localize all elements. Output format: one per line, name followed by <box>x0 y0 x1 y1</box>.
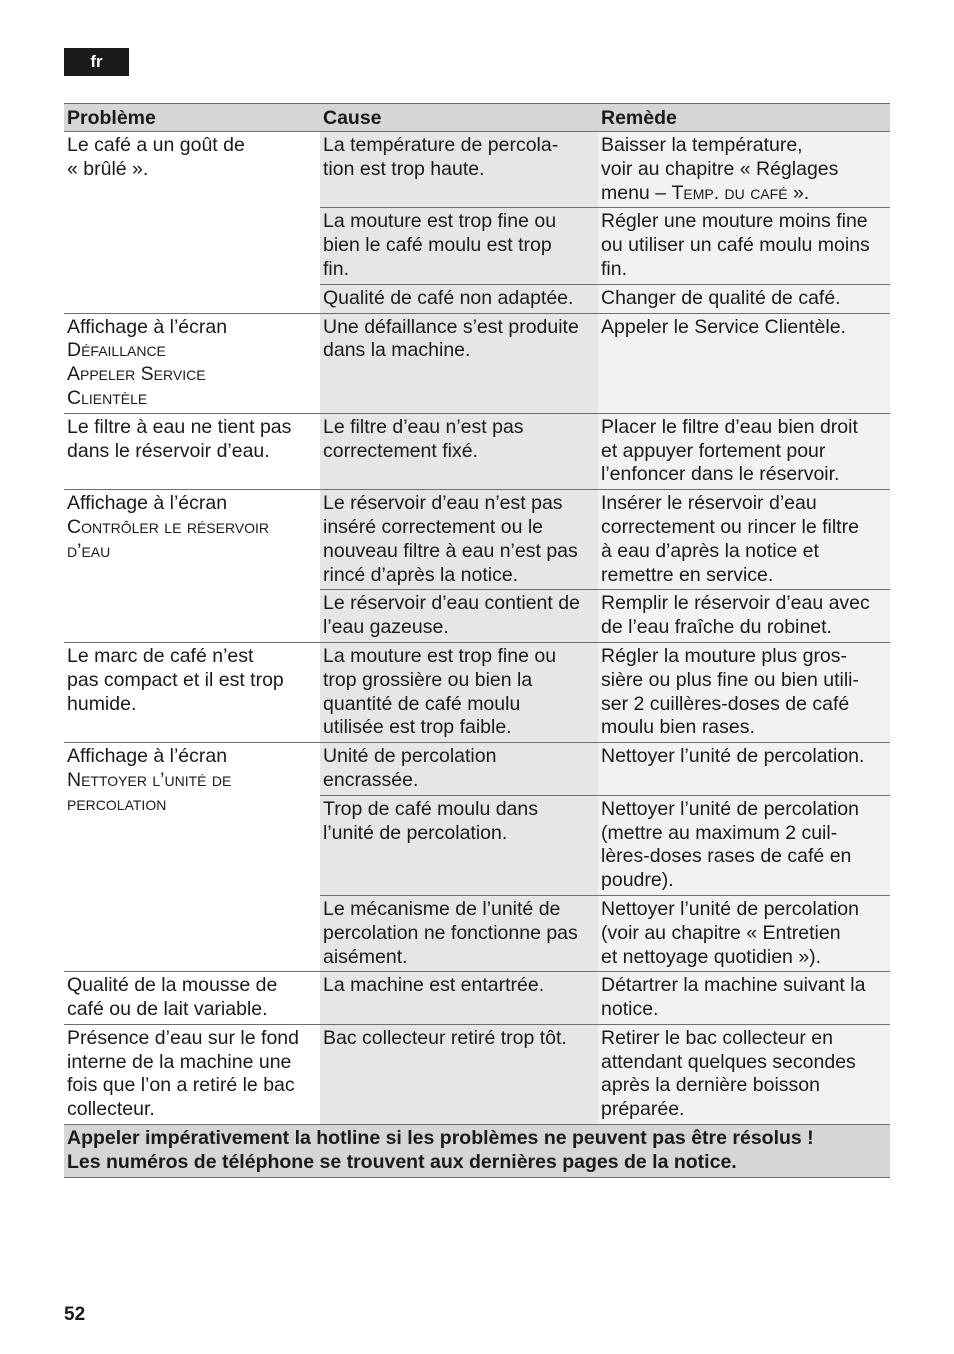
remedy-cell <box>598 895 890 971</box>
cause-line: utilisée est trop faible. <box>323 716 512 739</box>
cause-cell <box>320 1024 598 1124</box>
remedy-line: fin. <box>601 257 628 280</box>
cause-line: aisément. <box>323 945 408 968</box>
display-message: d’eau <box>67 539 111 562</box>
remedy-cell <box>598 743 890 796</box>
cause-line: fin. <box>323 257 350 280</box>
remedy-line: (mettre au maximum 2 cuil- <box>601 821 838 844</box>
remedy-cell <box>598 313 890 413</box>
cause-line: Unité de percolation <box>323 745 497 768</box>
remedy-line: attendant quelques secondes <box>601 1050 856 1073</box>
remedy-menu-prefix: menu – <box>601 181 672 204</box>
problem-line: Présence d’eau sur le fond <box>67 1026 299 1049</box>
problem-cell <box>64 132 320 314</box>
problem-line: Le café a un goût de <box>67 134 245 156</box>
remedy-cell <box>598 208 890 284</box>
cause-line: Bac collecteur retiré trop tôt. <box>323 1026 567 1049</box>
cause-cell <box>320 795 598 895</box>
remedy-line: Régler une mouture moins fine <box>601 210 868 233</box>
remedy-line: Retirer le bac collecteur en <box>601 1026 833 1049</box>
display-message: percolation <box>67 792 167 815</box>
remedy-line: préparée. <box>601 1098 685 1121</box>
display-message: Nettoyer l’unité de <box>67 768 232 791</box>
problem-cell <box>64 490 320 643</box>
cause-cell <box>320 642 598 742</box>
cause-cell <box>320 490 598 590</box>
problem-cell <box>64 313 320 413</box>
table-body <box>64 132 890 1178</box>
table-row <box>64 642 890 742</box>
remedy-line: Remplir le réservoir d’eau avec <box>601 592 870 615</box>
remedy-line: poudre). <box>601 869 674 892</box>
problem-line: Le filtre à eau ne tient pas <box>67 415 292 438</box>
cause-cell <box>320 413 598 489</box>
remedy-line: après la dernière boisson <box>601 1074 820 1097</box>
cause-line: rincé d’après la notice. <box>323 563 519 586</box>
cause-line: Qualité de café non adaptée. <box>323 286 574 309</box>
remedy-line: correctement ou rincer le filtre <box>601 515 859 538</box>
problem-line: fois que l’on a retiré le bac <box>67 1074 295 1097</box>
problem-line: dans le réservoir d’eau. <box>67 439 270 462</box>
table-row <box>64 1024 890 1124</box>
remedy-line: l’enfoncer dans le réservoir. <box>601 463 840 486</box>
cause-line: Le mécanisme de l’unité de <box>323 897 561 920</box>
header-row <box>64 104 890 132</box>
cause-cell <box>320 590 598 643</box>
problem-line: Affichage à l’écran <box>67 745 228 768</box>
problem-line: Le marc de café n’est <box>67 644 254 667</box>
table-row <box>64 132 890 208</box>
remedy-line: ser 2 cuillères-doses de café <box>601 692 850 715</box>
cause-line: l’unité de percolation. <box>323 821 508 844</box>
table-row <box>64 972 890 1025</box>
display-message: Appeler Service <box>67 363 206 386</box>
header-remedy: Remède <box>598 104 890 132</box>
cause-cell <box>320 972 598 1025</box>
remedy-line: Baisser la température, <box>601 134 803 156</box>
cause-line: La température de percola- <box>323 134 559 156</box>
problem-line: « brûlé ». <box>67 157 149 180</box>
cause-line: quantité de café moulu <box>323 692 521 715</box>
remedy-line: de l’eau fraîche du robinet. <box>601 616 832 639</box>
troubleshooting-table <box>64 103 890 1178</box>
cause-cell <box>320 284 598 313</box>
cause-line: La mouture est trop fine ou <box>323 644 557 667</box>
remedy-line: remettre en service. <box>601 563 774 586</box>
cause-cell <box>320 895 598 971</box>
remedy-line: Nettoyer l’unité de percolation <box>601 897 859 920</box>
cause-line: nouveau filtre à eau n’est pas <box>323 539 578 562</box>
remedy-line: Régler la mouture plus gros- <box>601 644 848 667</box>
cause-line: Une défaillance s’est produite <box>323 315 579 338</box>
remedy-line: sière ou plus fine ou bien utili- <box>601 668 859 691</box>
remedy-line: ou utiliser un café moulu moins <box>601 234 870 257</box>
remedy-line: (voir au chapitre « Entretien <box>601 921 841 944</box>
remedy-line: et appuyer fortement pour <box>601 439 826 462</box>
display-message: Contrôler le réservoir <box>67 515 270 538</box>
problem-cell <box>64 743 320 972</box>
remedy-cell <box>598 490 890 590</box>
cause-line: Le filtre d’eau n’est pas <box>323 415 524 438</box>
hotline-note <box>64 1125 890 1178</box>
remedy-menu-suffix: ». <box>787 181 810 204</box>
remedy-line: à eau d’après la notice et <box>601 539 819 562</box>
hotline-note-line: Appeler impérativement la hotline si les problèmes ne peuvent pas être résolus ! <box>67 1127 814 1150</box>
remedy-line: lères-doses rases de café en <box>601 845 852 868</box>
remedy-line: notice. <box>601 998 659 1021</box>
header-problem: Problème <box>64 104 320 132</box>
problem-line: Qualité de la mousse de <box>67 974 278 997</box>
remedy-line: Appeler le Service Clientèle. <box>601 315 846 338</box>
table-row <box>64 743 890 796</box>
cause-line: La mouture est trop fine ou <box>323 210 557 233</box>
problem-line: pas compact et il est trop <box>67 668 284 691</box>
remedy-cell <box>598 284 890 313</box>
remedy-cell <box>598 795 890 895</box>
table-row <box>64 490 890 590</box>
remedy-line: moulu bien rases. <box>601 716 755 739</box>
problem-line: collecteur. <box>67 1098 155 1121</box>
footer-row <box>64 1125 890 1178</box>
remedy-line: Insérer le réservoir d’eau <box>601 492 817 515</box>
cause-line: La machine est entartrée. <box>323 974 545 997</box>
remedy-cell <box>598 413 890 489</box>
remedy-cell <box>598 132 890 208</box>
cause-line: correctement fixé. <box>323 439 478 462</box>
cause-cell <box>320 313 598 413</box>
cause-line: dans la machine. <box>323 339 471 362</box>
cause-line: percolation ne fonctionne pas <box>323 921 578 944</box>
table-header <box>64 104 890 132</box>
remedy-cell <box>598 642 890 742</box>
cause-line: l’eau gazeuse. <box>323 616 449 639</box>
remedy-cell <box>598 972 890 1025</box>
problem-line: Affichage à l’écran <box>67 492 228 515</box>
problem-line: café ou de lait variable. <box>67 998 268 1021</box>
cause-line: tion est trop haute. <box>323 157 485 180</box>
remedy-line: Placer le filtre d’eau bien droit <box>601 415 858 438</box>
problem-line: Affichage à l’écran <box>67 315 228 338</box>
cause-line: bien le café moulu est trop <box>323 234 552 257</box>
cause-line: encrassée. <box>323 768 419 791</box>
display-message: Clientèle <box>67 386 148 409</box>
remedy-line: voir au chapitre « Réglages <box>601 157 839 180</box>
problem-cell <box>64 972 320 1025</box>
cause-cell <box>320 208 598 284</box>
display-message: Défaillance <box>67 339 166 362</box>
cause-cell <box>320 743 598 796</box>
header-cause: Cause <box>320 104 598 132</box>
cause-line: trop grossière ou bien la <box>323 668 533 691</box>
table-row <box>64 413 890 489</box>
remedy-cell <box>598 1024 890 1124</box>
cause-cell <box>320 132 598 208</box>
problem-cell <box>64 413 320 489</box>
remedy-line: Détartrer la machine suivant la <box>601 974 866 997</box>
remedy-line: Nettoyer l’unité de percolation. <box>601 745 865 768</box>
menu-name: Temp. du café <box>671 181 788 204</box>
cause-line: Trop de café moulu dans <box>323 797 538 820</box>
table-row <box>64 313 890 413</box>
cause-line: Le réservoir d’eau contient de <box>323 592 580 615</box>
language-tab: fr <box>64 48 129 76</box>
problem-cell <box>64 642 320 742</box>
problem-line: humide. <box>67 692 137 715</box>
problem-cell <box>64 1024 320 1124</box>
problem-line: interne de la machine une <box>67 1050 292 1073</box>
cause-line: Le réservoir d’eau n’est pas <box>323 492 563 515</box>
remedy-line: et nettoyage quotidien »). <box>601 945 822 968</box>
remedy-cell <box>598 590 890 643</box>
page-number: 52 <box>64 1304 86 1325</box>
hotline-note-line: Les numéros de téléphone se trouvent aux dernières pages de la notice. <box>67 1150 737 1173</box>
remedy-line <box>601 182 887 206</box>
remedy-line: Nettoyer l’unité de percolation <box>601 797 859 820</box>
cause-line: inséré correctement ou le <box>323 515 544 538</box>
remedy-line: Changer de qualité de café. <box>601 286 841 309</box>
